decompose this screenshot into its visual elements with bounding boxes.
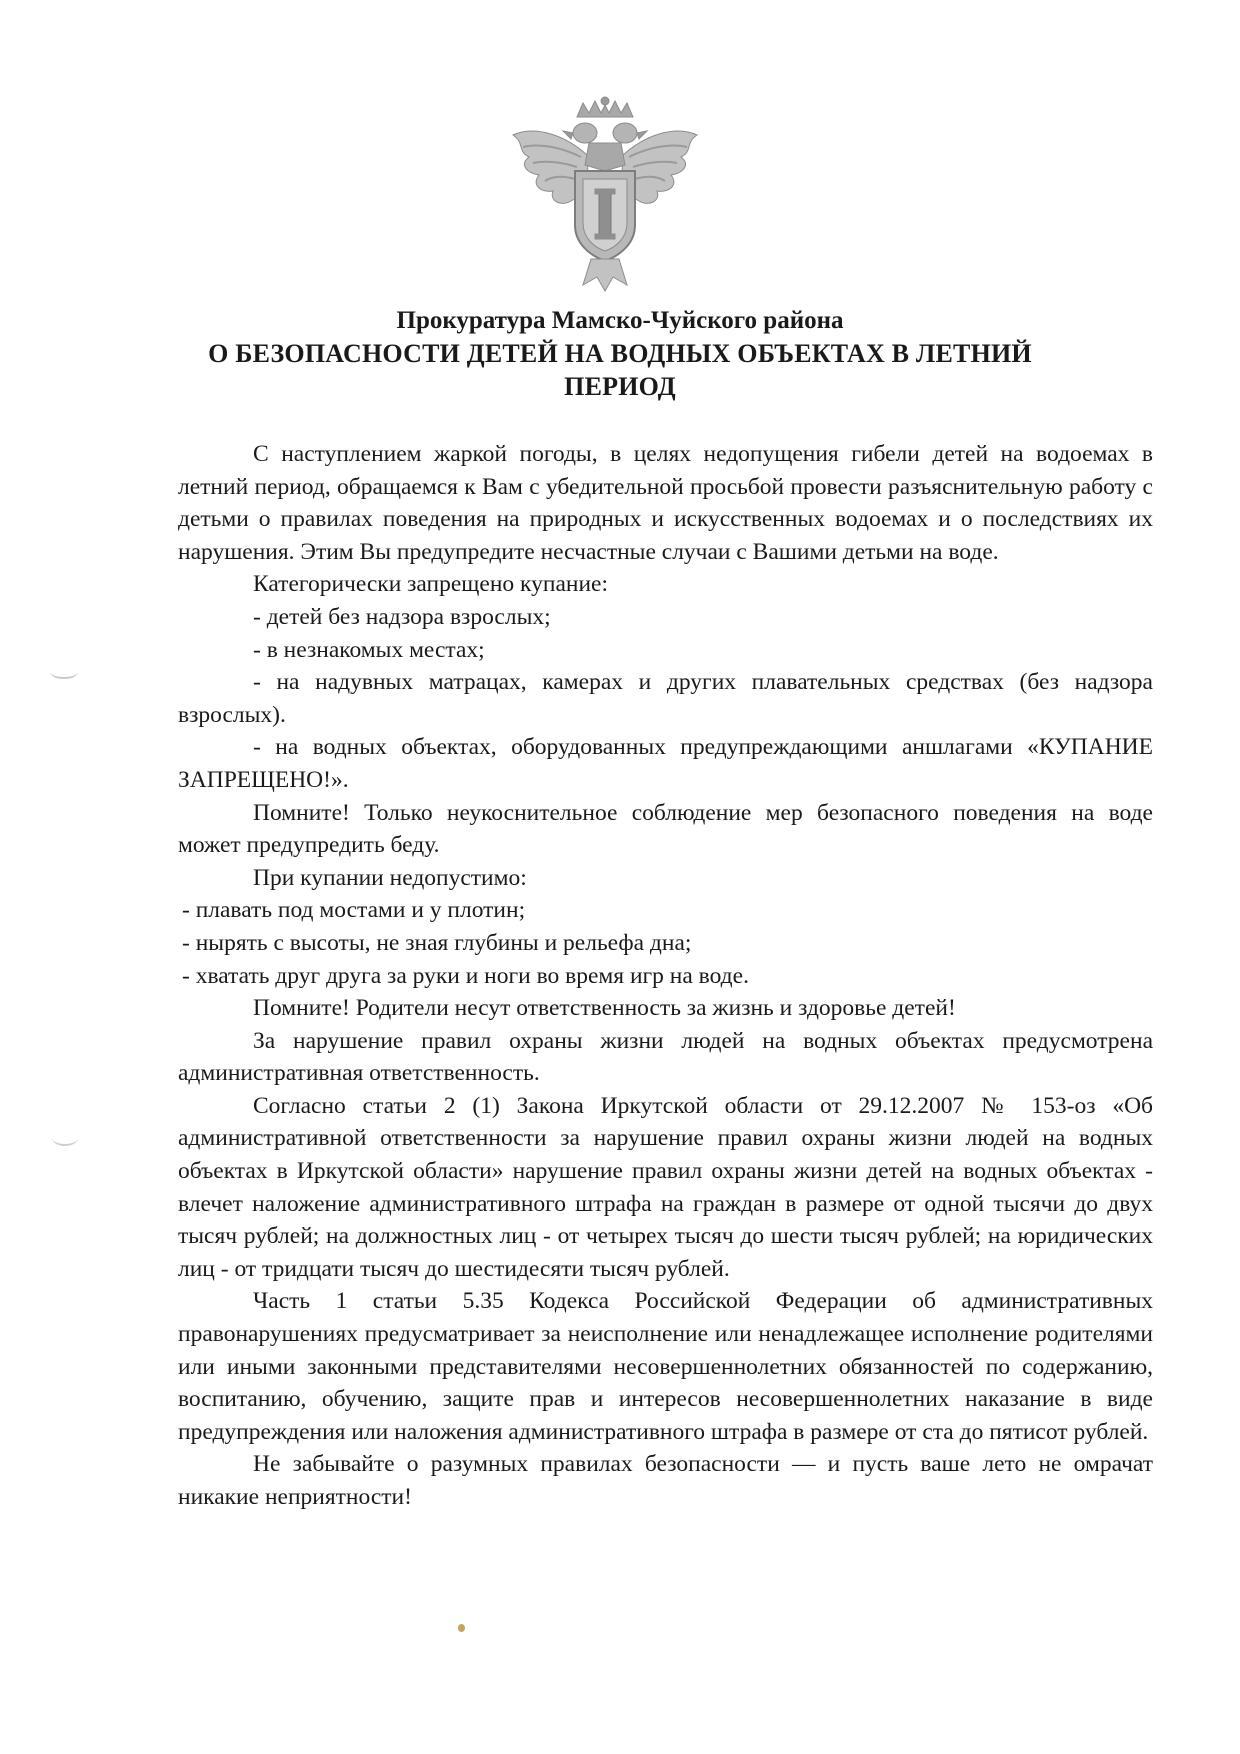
paragraph-remember: Помните! Только неукоснительное соблюдение мер безопасного поведения на воде может предупредить беду.: [178, 799, 1153, 859]
list-item: - плавать под мостами и у плотин;: [182, 897, 526, 924]
scan-speck: [458, 1624, 465, 1632]
list-item: - хватать друг друга за руки и ноги во время игр на воде.: [182, 962, 749, 989]
list-item: - нырять с высоты, не зная глубины и рельефа дна;: [182, 929, 692, 956]
eagle-emblem-icon: [505, 95, 705, 295]
document-title-line-2: ПЕРИОД: [564, 372, 676, 401]
list-item: - детей без надзора взрослых;: [253, 603, 551, 630]
document-heading: [200, 305, 1040, 403]
paragraph-parents-responsibility: Помните! Родители несут ответственность за жизнь и здоровье детей!: [253, 995, 956, 1022]
paragraph-regional-law: Согласно статьи 2 (1) Закона Иркутской области от 29.12.2007 № 153-оз «Об административной ответственности за нарушение правил охраны жизни людей на водных объектах в Иркутской области» нарушение правил охраны жизни детей на водных объектах - влечет наложение административного штрафа на граждан в размере от одной тысячи до двух тысяч рублей; на должностных лиц - от четырех тысяч до шести тысяч рублей; на юридических лиц - от тридцати тысяч до шестидесяти тысяч рублей.: [178, 1092, 1153, 1282]
scan-hole-mark: [50, 665, 78, 679]
paragraph-prohibited-heading: Категорически запрещено купание:: [253, 571, 608, 598]
list-item: - на водных объектах, оборудованных предупреждающими аншлагами «КУПАНИЕ ЗАПРЕЩЕНО!».: [178, 734, 1153, 793]
paragraph-unacceptable-heading: При купании недопустимо:: [253, 864, 527, 891]
organization-name: Прокуратура Мамско-Чуйского района: [396, 307, 844, 334]
document-body: [178, 438, 1153, 1514]
paragraph-closing: Не забывайте о разумных правилах безопасности — и пусть ваше лето не омрачат никакие неприятности!: [178, 1451, 1153, 1510]
list-item: - на надувных матрацах, камерах и других плавательных средствах (без надзора взрослых).: [178, 669, 1153, 728]
paragraph-federal-code: Часть 1 статьи 5.35 Кодекса Российской Федерации об административных правонарушениях предусматривает за неисполнение или ненадлежащее исполнение родителями или иными законными представителями несовершеннолетних обязанностей по содержанию, воспитанию, обучению, защите прав и интересов несовершеннолетних наказание в виде предупреждения или наложения административного штрафа в размере от ста до пятисот рублей.: [178, 1288, 1153, 1445]
list-item: - в незнакомых местах;: [253, 636, 485, 663]
paragraph-intro: С наступлением жаркой погоды, в целях недопущения гибели детей на водоемах в летний период, обращаемся к Вам с убедительной просьбой провести разъяснительную работу с детьми о правилах поведения на природных и искусственных водоемах и о последствиях их нарушения. Этим Вы предупредите несчастные случаи с Вашими детьми на воде.: [178, 441, 1153, 565]
paragraph-administrative-liability: За нарушение правил охраны жизни людей на водных объектах предусмотрена административная ответственность.: [178, 1027, 1153, 1087]
scan-hole-mark: [52, 1130, 78, 1146]
document-title-line-1: О БЕЗОПАСНОСТИ ДЕТЕЙ НА ВОДНЫХ ОБЪЕКТАХ В ЛЕТНИЙ: [208, 339, 1032, 368]
